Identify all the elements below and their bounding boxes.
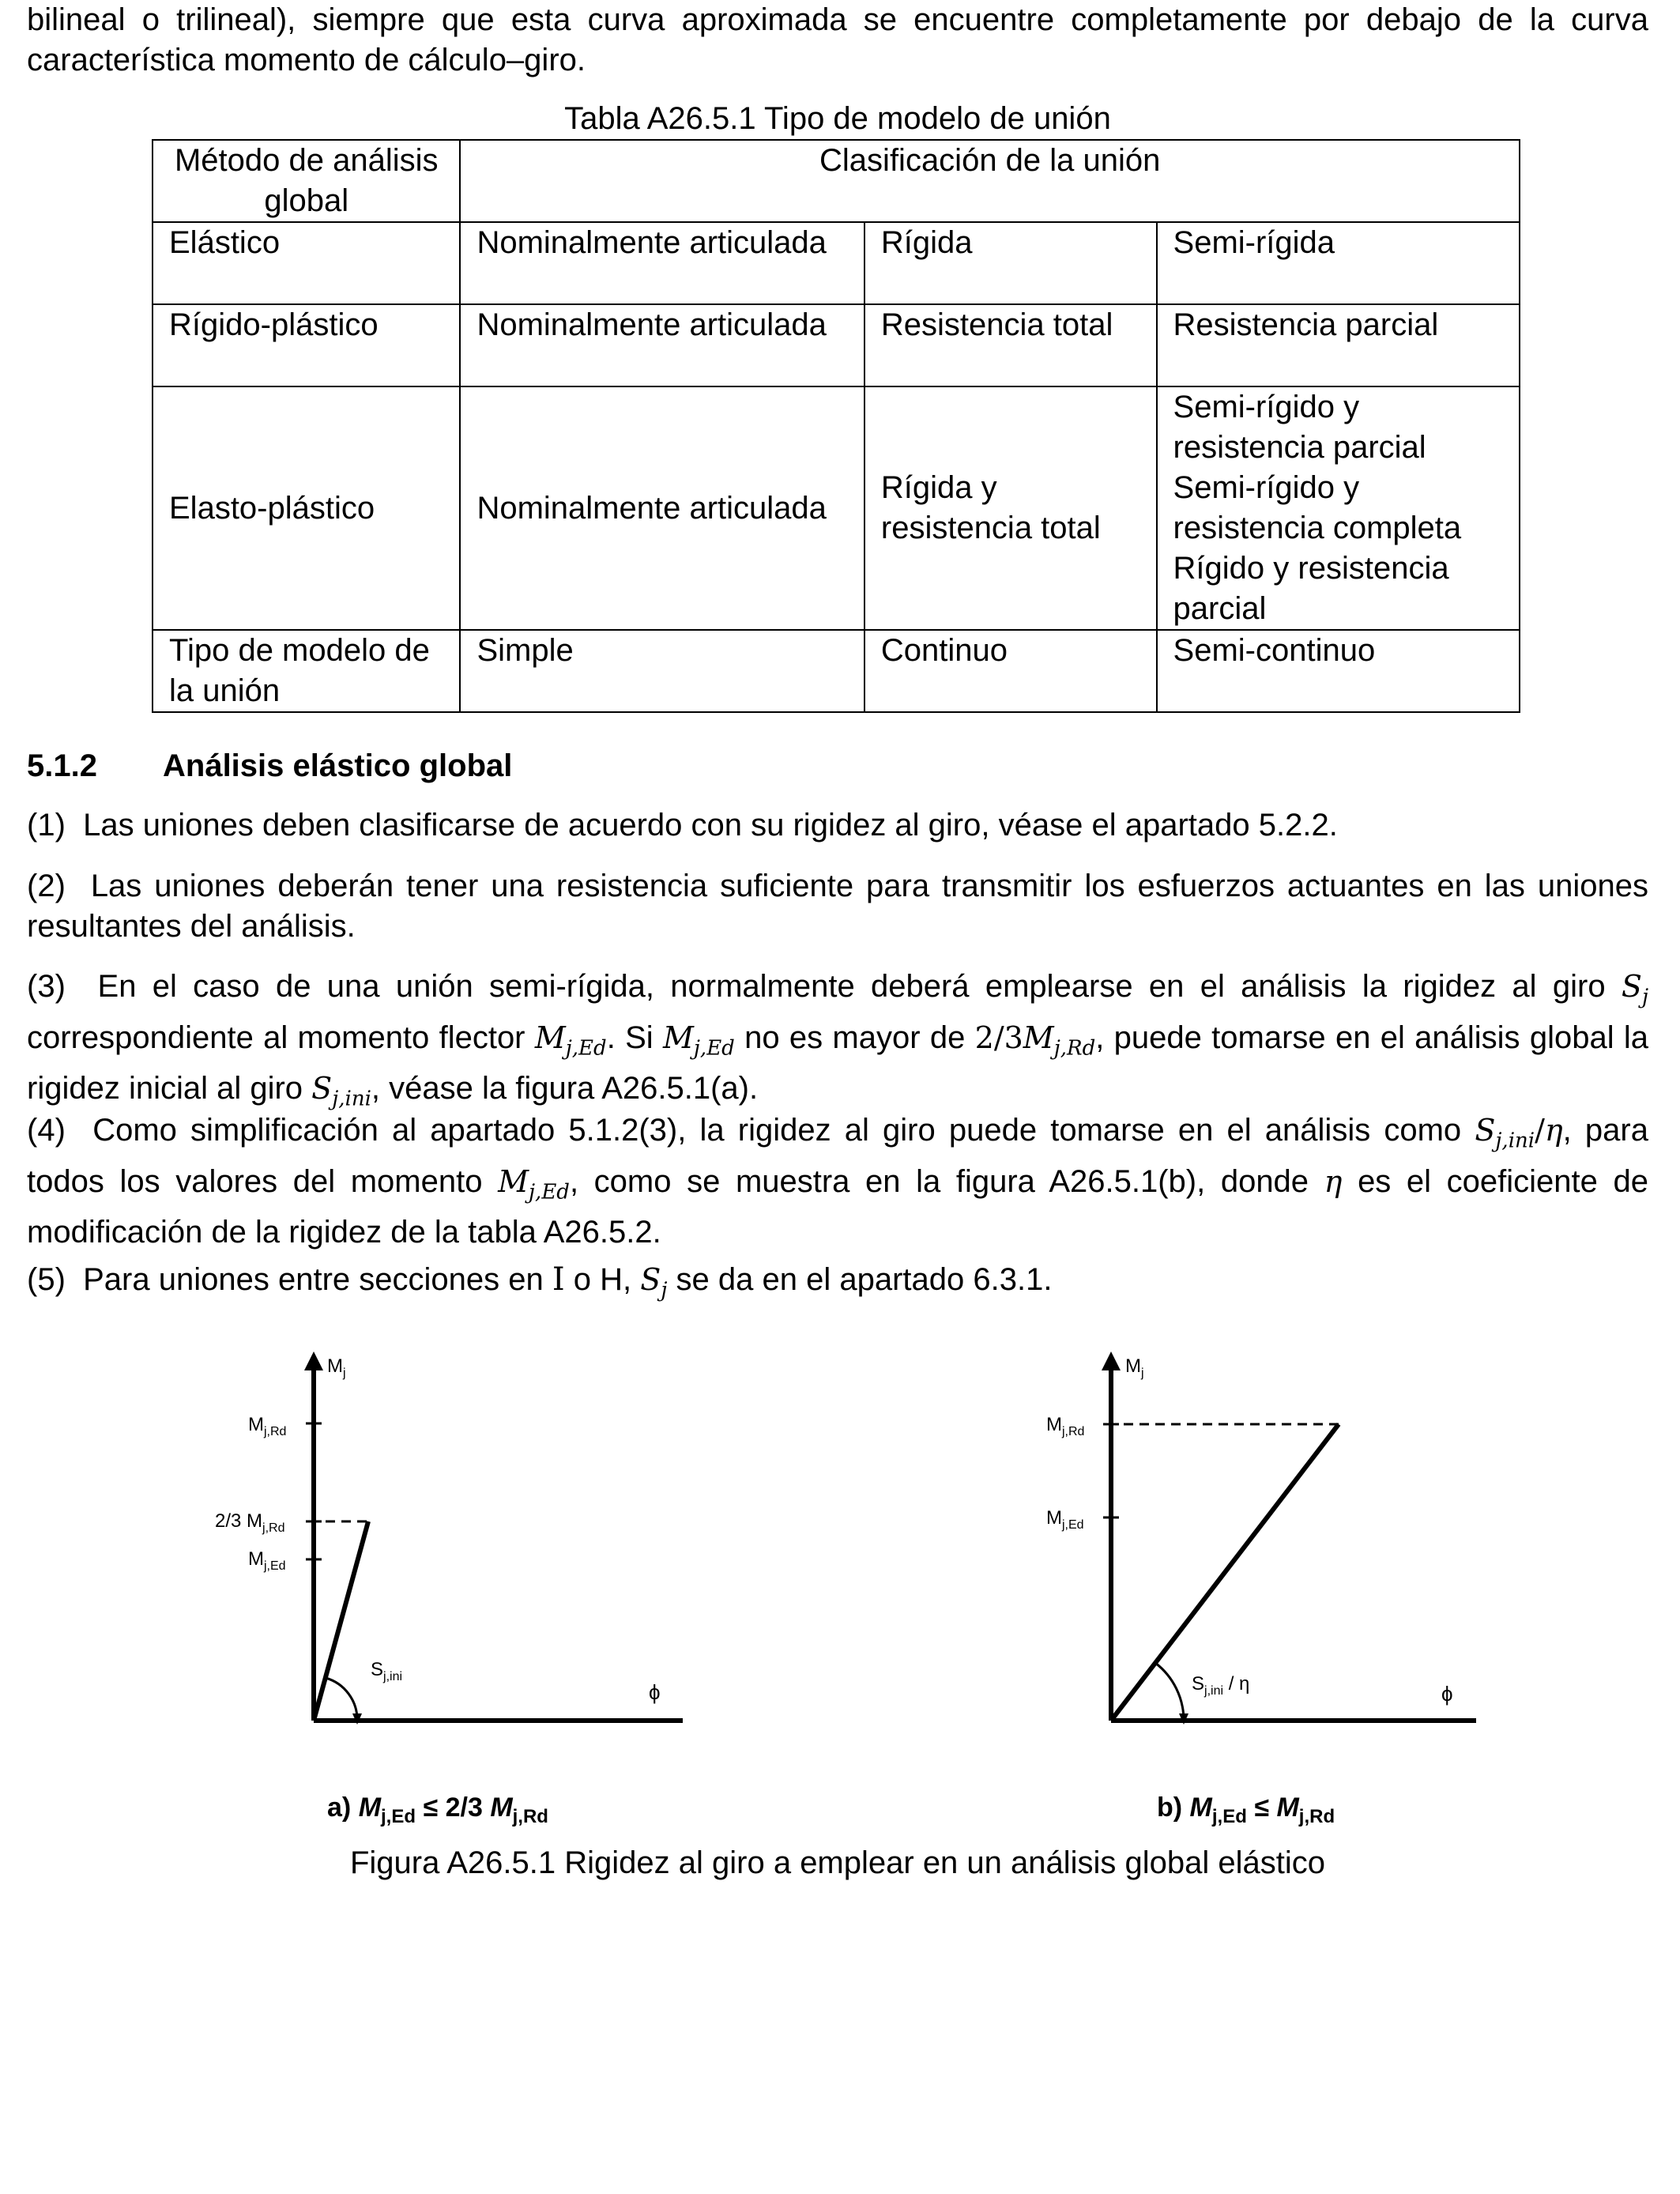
paragraph-text: correspondiente al momento flector — [27, 1020, 525, 1055]
figure-b-y-arrow — [1102, 1351, 1121, 1370]
paragraph-text: se da en el apartado 6.3.1. — [676, 1262, 1053, 1297]
symbol-mjed: $M_{j,Ed}$ — [498, 1163, 570, 1204]
symbol-mjed: $M_{j,Ed}$ — [534, 1020, 607, 1061]
paragraph-text: . Si — [606, 1020, 654, 1055]
figure-caption: Figura A26.5.1 Rigidez al giro a emplear en un análisis global elástico — [349, 1845, 1326, 1880]
header-method: Método de análisis global — [153, 140, 460, 222]
paragraph-2 — [27, 866, 1648, 947]
paragraph-3 — [27, 967, 1648, 1120]
cell-c2: Rígida y resistencia total — [864, 386, 1157, 630]
symbol-sj: $S_j$ — [640, 1262, 668, 1302]
paragraph-number: (5) — [27, 1262, 66, 1297]
symbol-sjini-eta: $S_{j,ini}/\eta$ — [1475, 1113, 1563, 1153]
cell-c1: Simple — [460, 630, 864, 712]
figure-a-stiffness-line — [314, 1521, 368, 1721]
paragraph-text: no es mayor de — [744, 1020, 966, 1055]
symbol-sj: $S_j$ — [1621, 969, 1648, 1009]
cell-c2: Rígida — [864, 222, 1157, 304]
cell-c2: Resistencia total — [864, 304, 1157, 386]
paragraph-text: Para uniones entre secciones en — [83, 1262, 544, 1297]
document-page — [27, 0, 1648, 2194]
paragraph-number: (1) — [27, 808, 66, 843]
paragraph-4 — [27, 1110, 1648, 1253]
section-number: 5.1.2 — [27, 748, 97, 783]
figure-a-y-arrow — [304, 1351, 323, 1370]
figure-a-diagram — [169, 1344, 706, 1834]
header-classification: Clasificación de la unión — [460, 140, 1520, 222]
cell-c3-line: Semi-rígido y resistencia completa — [1173, 470, 1462, 545]
paragraph-text: o H, — [573, 1262, 632, 1297]
cell-method: Tipo de modelo de la unión — [153, 630, 460, 712]
paragraph-number: (3) — [27, 969, 66, 1004]
figure-a-axis-y-label: $M_j$ — [327, 1355, 346, 1380]
cell-c1: Nominalmente articulada — [460, 386, 864, 630]
figure-b-label-ed: $M_{j,Ed}$ — [1046, 1507, 1084, 1532]
symbol-sjini: $S_{j,ini}$ — [311, 1071, 371, 1111]
figure-b-diagram — [999, 1344, 1552, 1834]
figure-b-axis-x-label: ϕ — [1441, 1682, 1453, 1706]
figure-a-label-s: $S_{j,ini}$ — [371, 1659, 403, 1683]
figure-a-stiffness-arc — [326, 1678, 357, 1721]
paragraph-text: Las uniones deberán tener una resistencia suficiente para transmitir los esfuerzos actuantes en las uniones resultantes del análisis. — [27, 869, 1648, 944]
cell-c1: Nominalmente articulada — [460, 222, 864, 304]
paragraph-5 — [27, 1260, 1648, 1311]
figure-a-caption: a) $M_{j,Ed} \le 2/3$ $M_{j,Rd}$ — [327, 1793, 548, 1827]
cell-c1: Nominalmente articulada — [460, 304, 864, 386]
figure-a-label-23: 2/3 $M_{j,Rd}$ — [215, 1510, 285, 1535]
paragraph-text: En el caso de una unión semi-rígida, normalmente deberá emplearse en el análisis la rigidez al giro — [97, 969, 1606, 1004]
paragraph-number: (2) — [27, 869, 66, 903]
paragraph-number: (4) — [27, 1113, 66, 1148]
cell-c3: Resistencia parcial — [1157, 304, 1520, 386]
cell-c3-line: Semi-rígido y resistencia parcial — [1173, 390, 1426, 465]
symbol-i-section: I — [552, 1261, 565, 1298]
union-model-table — [152, 139, 1520, 713]
cell-c3: Semi-rígida — [1157, 222, 1520, 304]
cell-c3 — [1157, 386, 1520, 630]
cell-method: Elástico — [153, 222, 460, 304]
paragraph-text: , puede tomarse en el análisis global la rigidez inicial al giro — [27, 1020, 1649, 1106]
symbol-eta: η — [1324, 1163, 1343, 1199]
cell-c3: Semi-continuo — [1157, 630, 1520, 712]
figure-b-stiffness-arc — [1155, 1663, 1184, 1721]
paragraph-text: , para todos los valores del momento — [27, 1113, 1648, 1199]
paragraph-text: Las uniones deben clasificarse de acuerdo con su rigidez al giro, véase el apartado 5.2.2. — [83, 808, 1338, 843]
section-title: Análisis elástico global — [163, 748, 513, 783]
cell-c2: Continuo — [864, 630, 1157, 712]
cell-c3-line: Rígido y resistencia parcial — [1173, 551, 1449, 626]
symbol-two-thirds-mjrd: $2/3M_{j,Rd}$ — [974, 1020, 1096, 1061]
paragraph-text: , véase la figura A26.5.1(a). — [371, 1071, 759, 1106]
paragraph-text: es el coeficiente de modificación de la rigidez de la tabla A26.5.2. — [27, 1163, 1648, 1250]
figure-a-label-rd: $M_{j,Rd}$ — [248, 1414, 287, 1438]
figure-b-label-s: $S_{j,ini}$ / η — [1192, 1673, 1250, 1698]
figure-b-caption: b) $M_{j,Ed} \le M_{j,Rd}$ — [1157, 1793, 1335, 1827]
cell-method: Elasto-plástico — [153, 386, 460, 630]
paragraph-text: Como simplificación al apartado 5.1.2(3), la rigidez al giro puede tomarse en el análisis como — [92, 1113, 1462, 1148]
table-caption: Tabla A26.5.1 Tipo de modelo de unión — [564, 101, 1111, 136]
paragraph-1 — [27, 805, 1648, 846]
intro-paragraph: bilineal o trilineal), siempre que esta curva aproximada se encuentre completamente por debajo de la curva característica momento de cálculo–giro. — [27, 2, 1648, 77]
paragraph-text: , como se muestra en la figura A26.5.1(b), donde — [569, 1163, 1309, 1199]
symbol-mjed: $M_{j,Ed}$ — [662, 1020, 735, 1061]
figure-b-label-rd: $M_{j,Rd}$ — [1046, 1414, 1085, 1438]
figure-b-axis-y-label: $M_j$ — [1125, 1355, 1144, 1380]
cell-method: Rígido-plástico — [153, 304, 460, 386]
figure-a-axis-x-label: ϕ — [649, 1680, 661, 1704]
section-heading — [27, 746, 512, 786]
figure-a-label-ed: $M_{j,Ed}$ — [248, 1548, 286, 1573]
